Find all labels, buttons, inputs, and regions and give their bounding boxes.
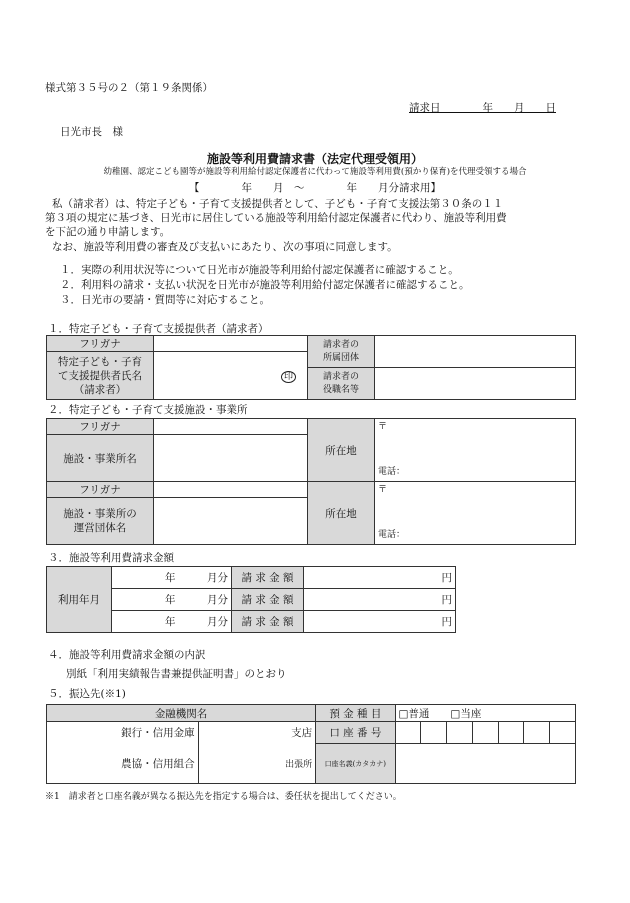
account-type-label: 預 金 種 目 xyxy=(316,705,395,722)
section-2-heading: ２．特定子ども・子育て支援施設・事業所 xyxy=(48,404,248,416)
section-3-heading: ３．施設等利用費請求金額 xyxy=(48,552,174,564)
section-1-heading: １．特定子ども・子育て支援提供者（請求者） xyxy=(48,323,269,335)
intro-line: 第３項の規定に基づき、日光市に居住している施設等利用給付認定保護者に代わり、施設等利用費 xyxy=(45,212,507,224)
bank-type-line2: 農協・信用組合 xyxy=(47,744,199,784)
intro-line: 私（請求者）は、特定子ども・子育て支援提供者として、子ども・子育て支援法第３０条の１１ xyxy=(52,198,504,210)
provider-name-field[interactable] xyxy=(154,352,308,400)
postal-mark: 〒 xyxy=(378,422,388,432)
section-4-heading: ４．施設等利用費請求金額の内訳 xyxy=(48,649,206,661)
facility-table xyxy=(46,418,576,545)
amount-field[interactable]: 円 xyxy=(304,611,456,633)
provider-table xyxy=(46,335,576,400)
consent-item: １．実際の利用状況等について日光市が施設等利用給付認定保護者に確認すること。 xyxy=(60,264,459,276)
location-label: 所在地 xyxy=(308,419,375,482)
amount-label: 請 求 金 額 xyxy=(232,567,304,589)
operator-name-label: 施設・事業所の 運営団体名 xyxy=(47,498,154,545)
bank-name-header: 金融機関名 xyxy=(47,705,316,722)
account-number-label: 口 座 番 号 xyxy=(316,722,395,744)
year-month-field[interactable]: 年 月分 xyxy=(112,589,232,611)
job-title-label: 請求者の 役職名等 xyxy=(308,368,375,400)
account-holder-label: 口座名義(カタカナ) xyxy=(316,744,395,784)
amount-label: 請 求 金 額 xyxy=(232,589,304,611)
account-digit-box[interactable] xyxy=(550,722,576,744)
seal-mark: 印 xyxy=(281,371,296,383)
org-field[interactable] xyxy=(375,336,576,368)
account-digit-box[interactable] xyxy=(472,722,498,744)
furigana-label: フリガナ xyxy=(47,419,154,435)
section-5-heading: ５．振込先(※1) xyxy=(48,688,126,700)
furigana-label: フリガナ xyxy=(47,482,154,498)
account-digit-box[interactable] xyxy=(498,722,524,744)
account-type-options[interactable]: □普通 □当座 xyxy=(395,705,575,722)
year-month-field[interactable]: 年 月分 xyxy=(112,611,232,633)
consent-item: ３．日光市の要請・質問等に対応すること。 xyxy=(60,294,270,306)
request-date: 請求日 年 月 日 xyxy=(409,102,556,114)
footnote: ※1 請求者と口座名義が異なる振込先を指定する場合は、委任状を提出してください。 xyxy=(45,792,402,802)
account-digit-box[interactable] xyxy=(421,722,447,744)
request-period: 【 年 月 ～ 年 月分請求用】 xyxy=(189,182,441,194)
amount-table xyxy=(46,566,456,633)
account-holder-field[interactable] xyxy=(395,744,575,784)
form-number: 様式第３５号の２（第１９条関係） xyxy=(45,82,213,94)
postal-mark: 〒 xyxy=(378,485,388,495)
operator-address-field[interactable] xyxy=(375,482,576,545)
furigana-label: フリガナ xyxy=(47,336,154,352)
intro-line: を下記の通り申請します。 xyxy=(45,226,171,238)
sub-office-label: 出張所 xyxy=(198,744,316,784)
usage-period-label: 利用年月 xyxy=(47,567,112,633)
account-digit-box[interactable] xyxy=(524,722,550,744)
provider-name-label: 特定子ども・子育 て支援提供者氏名 （請求者） xyxy=(47,352,154,400)
location-label: 所在地 xyxy=(308,482,375,545)
provider-furigana-field[interactable] xyxy=(154,336,308,352)
amount-field[interactable]: 円 xyxy=(304,589,456,611)
year-month-field[interactable]: 年 月分 xyxy=(112,567,232,589)
amount-field[interactable]: 円 xyxy=(304,567,456,589)
operator-name-field[interactable] xyxy=(154,498,308,545)
phone-label: 電話： xyxy=(378,530,406,540)
org-label: 請求者の 所属団体 xyxy=(308,336,375,368)
bank-table xyxy=(46,704,576,784)
facility-name-field[interactable] xyxy=(154,435,308,482)
document-subtitle: 幼稚園、認定こども園等が施設等利用給付認定保護者に代わって施設等利用費(預かり保育)を代理受領する場合 xyxy=(103,167,527,177)
intro-line: なお、施設等利用費の審査及び支払いにあたり、次の事項に同意します。 xyxy=(52,241,398,253)
bank-type-line1: 銀行・信用金庫 xyxy=(47,722,199,744)
facility-address-field[interactable] xyxy=(375,419,576,482)
job-title-field[interactable] xyxy=(375,368,576,400)
account-digit-box[interactable] xyxy=(447,722,473,744)
facility-name-label: 施設・事業所名 xyxy=(47,435,154,482)
phone-label: 電話： xyxy=(378,467,406,477)
operator-furigana-field[interactable] xyxy=(154,482,308,498)
facility-furigana-field[interactable] xyxy=(154,419,308,435)
document-title: 施設等利用費請求書（法定代理受領用） xyxy=(206,152,423,166)
branch-label: 支店 xyxy=(198,722,316,744)
breakdown-note: 別紙「利用実績報告書兼提供証明書」のとおり xyxy=(66,668,287,680)
addressee: 日光市長 様 xyxy=(60,126,123,138)
account-digit-box[interactable] xyxy=(395,722,421,744)
amount-label: 請 求 金 額 xyxy=(232,611,304,633)
consent-item: ２．利用料の請求・支払い状況を日光市が施設等利用給付認定保護者に確認すること。 xyxy=(60,279,470,291)
